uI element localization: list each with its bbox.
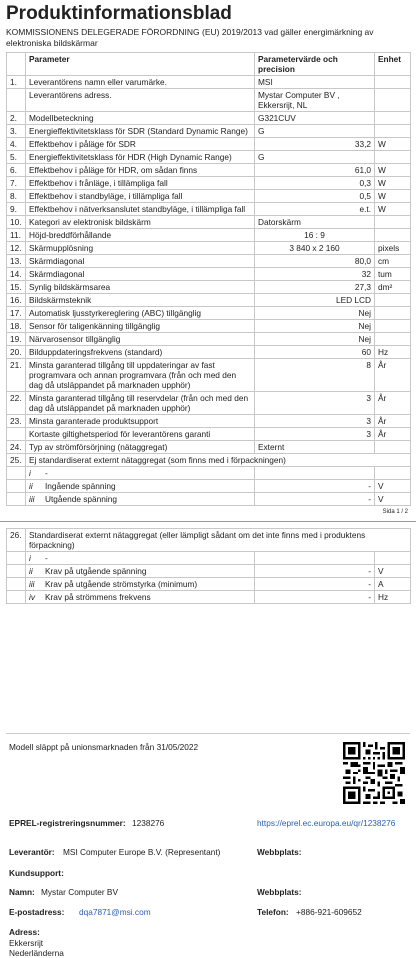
- table-row: [7, 441, 411, 454]
- subrow-value: -: [255, 591, 375, 604]
- product-info-table: [6, 52, 411, 506]
- row-number: 26.: [7, 529, 26, 552]
- row-parameter: Bilduppdateringsfrekvens (standard): [26, 346, 255, 359]
- supplier-label: Leverantör:: [9, 847, 55, 857]
- page-number: Sida 1 / 2: [382, 509, 408, 515]
- row-value: Externt: [255, 441, 375, 454]
- table-row: [7, 203, 411, 216]
- col-unit: Enhet: [375, 53, 411, 76]
- row-value: 0,3: [255, 177, 375, 190]
- row-number: 19.: [7, 333, 26, 346]
- name-label: Namn:: [9, 887, 35, 897]
- empty-cell: [7, 480, 26, 493]
- empty-cell: [7, 591, 26, 604]
- row-number: 22.: [7, 392, 26, 415]
- row-value: 32: [255, 268, 375, 281]
- row-parameter: Ej standardiserat externt nätaggregat (som finns med i förpackningen): [26, 454, 411, 467]
- row-unit: cm: [375, 255, 411, 268]
- website-label-support: Webbplats:: [257, 887, 302, 897]
- row-number: 12.: [7, 242, 26, 255]
- subrow-parameter: [26, 591, 255, 604]
- row-unit: W: [375, 203, 411, 216]
- table-row: [7, 281, 411, 294]
- row-value: Nej: [255, 333, 375, 346]
- row-parameter: Skärmdiagonal: [26, 255, 255, 268]
- row-value: Mystar Computer BV , Ekkersrijt, NL: [255, 89, 375, 112]
- subrow-index: i: [29, 553, 31, 563]
- row-value: 0,5: [255, 190, 375, 203]
- email-link[interactable]: dqa7871@msi.com: [79, 907, 151, 917]
- table-row: [7, 346, 411, 359]
- address-line-2: Nederländerna: [9, 948, 64, 958]
- row-parameter: Effektbehov i standbyläge, i tillämpliga fall: [26, 190, 255, 203]
- row-number: [7, 428, 26, 441]
- row-number: 2.: [7, 112, 26, 125]
- row-value: 3 840 x 2 160: [255, 242, 375, 255]
- empty-cell: [7, 565, 26, 578]
- row-number: 20.: [7, 346, 26, 359]
- row-value: 8: [255, 359, 375, 392]
- subrow-label: Krav på utgående strömstyrka (minimum): [45, 579, 198, 589]
- table-row: [7, 415, 411, 428]
- supplier-value: MSI Computer Europe B.V. (Representant): [63, 847, 221, 857]
- row-unit: [375, 294, 411, 307]
- row-unit: [375, 125, 411, 138]
- row-number: 6.: [7, 164, 26, 177]
- row-value: 3: [255, 392, 375, 415]
- row-number: 8.: [7, 190, 26, 203]
- row-unit: dm²: [375, 281, 411, 294]
- table-row: [7, 255, 411, 268]
- table-subrow: [7, 565, 411, 578]
- row-value: G: [255, 151, 375, 164]
- page-divider: [0, 521, 416, 522]
- row-unit: Hz: [375, 346, 411, 359]
- row-parameter: Effektbehov i nätverksanslutet standbyläge, i tillämpliga fall: [26, 203, 255, 216]
- row-value: 16 : 9: [255, 229, 375, 242]
- row-number: 14.: [7, 268, 26, 281]
- row-unit: W: [375, 164, 411, 177]
- subrow-unit: V: [375, 565, 411, 578]
- subrow-value: -: [255, 578, 375, 591]
- website-label-supplier: Webbplats:: [257, 847, 302, 857]
- table-row: [7, 177, 411, 190]
- product-info-table-2: [6, 528, 411, 604]
- subrow-value: [255, 467, 375, 480]
- row-parameter: Minsta garanterad tillgång till uppdateringar av fast programvara och annan programvara (från och med den dag då utsläppandet på marknaden upphör): [26, 359, 255, 392]
- row-parameter: Skärmupplösning: [26, 242, 255, 255]
- table-row: [7, 125, 411, 138]
- row-parameter: Standardiserat externt nätaggregat (eller lämpligt sådant om det inte finns med i produktens förpackning): [26, 529, 411, 552]
- row-number: 3.: [7, 125, 26, 138]
- row-unit: pixels: [375, 242, 411, 255]
- table-row: [7, 454, 411, 467]
- row-value: 60: [255, 346, 375, 359]
- customer-support-label: Kundsupport:: [9, 868, 64, 878]
- row-parameter: Närvarosensor tillgänglig: [26, 333, 255, 346]
- row-number: 23.: [7, 415, 26, 428]
- table-row: [7, 294, 411, 307]
- row-unit: W: [375, 138, 411, 151]
- table-subrow: [7, 552, 411, 565]
- row-parameter: Kortaste giltighetsperiod för leverantörens garanti: [26, 428, 255, 441]
- row-unit: [375, 320, 411, 333]
- row-parameter: Typ av strömförsörjning (nätaggregat): [26, 441, 255, 454]
- row-number: 5.: [7, 151, 26, 164]
- col-parameter: Parameter: [26, 53, 255, 76]
- row-unit: [375, 333, 411, 346]
- subrow-unit: [375, 467, 411, 480]
- address-line-1: Ekkersrijt: [9, 938, 44, 948]
- row-number: 16.: [7, 294, 26, 307]
- table-row: [7, 89, 411, 112]
- subrow-parameter: [26, 480, 255, 493]
- subrow-parameter: [26, 552, 255, 565]
- empty-cell: [7, 493, 26, 506]
- subrow-index: i: [29, 468, 31, 478]
- row-number: 17.: [7, 307, 26, 320]
- subrow-label: Krav på strömmens frekvens: [45, 592, 151, 602]
- row-value: LED LCD: [255, 294, 375, 307]
- row-parameter: Automatisk ljusstyrkereglering (ABC) tillgänglig: [26, 307, 255, 320]
- table-row: [7, 76, 411, 89]
- row-unit: [375, 229, 411, 242]
- name-value: Mystar Computer BV: [41, 887, 118, 897]
- table-row: [7, 359, 411, 392]
- phone-label: Telefon:: [257, 907, 289, 917]
- subrow-value: -: [255, 565, 375, 578]
- page-title: Produktinformationsblad: [6, 3, 232, 24]
- row-unit: År: [375, 392, 411, 415]
- subrow-parameter: [26, 493, 255, 506]
- row-parameter: Energieffektivitetsklass för HDR (High Dynamic Range): [26, 151, 255, 164]
- row-number: 25.: [7, 454, 26, 467]
- row-parameter: Minsta garanterad tillgång till reservdelar (från och med den dag då utsläppandet på marknaden upphör): [26, 392, 255, 415]
- row-number: 9.: [7, 203, 26, 216]
- row-unit: [375, 76, 411, 89]
- row-value: 80,0: [255, 255, 375, 268]
- subrow-unit: V: [375, 480, 411, 493]
- table-subrow: [7, 480, 411, 493]
- table-row: [7, 151, 411, 164]
- row-unit: År: [375, 428, 411, 441]
- address-label: Adress:: [9, 927, 40, 937]
- table-subrow: [7, 578, 411, 591]
- subrow-value: -: [255, 493, 375, 506]
- table-subrow: [7, 493, 411, 506]
- row-number: 13.: [7, 255, 26, 268]
- subrow-label: -: [45, 553, 48, 563]
- table-row: [7, 242, 411, 255]
- table-row: [7, 268, 411, 281]
- row-unit: [375, 151, 411, 164]
- table-row: [7, 112, 411, 125]
- row-unit: [375, 441, 411, 454]
- row-value: 27,3: [255, 281, 375, 294]
- row-value: G: [255, 125, 375, 138]
- row-parameter: Minsta garanterade produktsupport: [26, 415, 255, 428]
- empty-cell: [7, 578, 26, 591]
- subrow-label: Utgående spänning: [45, 494, 117, 504]
- table-row: [7, 164, 411, 177]
- subrow-index: ii: [29, 566, 33, 576]
- subrow-unit: V: [375, 493, 411, 506]
- table-row: [7, 216, 411, 229]
- row-unit: W: [375, 190, 411, 203]
- table-subrow: [7, 467, 411, 480]
- table-header-row: [7, 53, 411, 76]
- eprel-label: EPREL-registreringsnummer:: [9, 818, 126, 828]
- row-number: 11.: [7, 229, 26, 242]
- row-number: [7, 89, 26, 112]
- qr-code-icon: [343, 742, 405, 804]
- row-parameter: Bildskärmsteknik: [26, 294, 255, 307]
- row-parameter: Effektbehov i påläge för SDR: [26, 138, 255, 151]
- subrow-value: -: [255, 480, 375, 493]
- row-unit: tum: [375, 268, 411, 281]
- subrow-unit: A: [375, 578, 411, 591]
- row-parameter: Energieffektivitetsklass för SDR (Standard Dynamic Range): [26, 125, 255, 138]
- regulation-subtitle: KOMMISSIONENS DELEGERADE FÖRORDNING (EU) 2019/2013 vad gäller energimärkning av elektroniska bildskärmar: [6, 27, 374, 48]
- table-row: [7, 529, 411, 552]
- phone-value: +886-921-609652: [296, 907, 362, 917]
- row-unit: År: [375, 415, 411, 428]
- row-value: 3: [255, 415, 375, 428]
- table-row: [7, 428, 411, 441]
- row-value: e.t.: [255, 203, 375, 216]
- row-value: 61,0: [255, 164, 375, 177]
- subrow-label: Ingående spänning: [45, 481, 116, 491]
- col-value: Parametervärde och precision: [255, 53, 375, 76]
- row-number: 21.: [7, 359, 26, 392]
- eprel-link[interactable]: https://eprel.ec.europa.eu/qr/1238276: [257, 818, 396, 828]
- table-row: [7, 333, 411, 346]
- row-unit: [375, 89, 411, 112]
- row-parameter: Synlig bildskärmsarea: [26, 281, 255, 294]
- subrow-index: iii: [29, 494, 35, 504]
- table-row: [7, 392, 411, 415]
- subrow-index: ii: [29, 481, 33, 491]
- release-date: Modell släppt på unionsmarknaden från 31/05/2022: [9, 742, 199, 752]
- row-parameter: Sensor för taligenkänning tillgänglig: [26, 320, 255, 333]
- empty-cell: [7, 552, 26, 565]
- empty-cell: [7, 467, 26, 480]
- row-parameter: Leverantörens namn eller varumärke.: [26, 76, 255, 89]
- row-value: Datorskärm: [255, 216, 375, 229]
- row-parameter: Leverantörens adress.: [26, 89, 255, 112]
- eprel-number: 1238276: [132, 818, 165, 828]
- row-unit: [375, 112, 411, 125]
- footer: [6, 733, 410, 958]
- row-value: 3: [255, 428, 375, 441]
- row-unit: År: [375, 359, 411, 392]
- row-unit: [375, 307, 411, 320]
- subrow-parameter: [26, 467, 255, 480]
- table-row: [7, 190, 411, 203]
- row-number: 18.: [7, 320, 26, 333]
- subrow-unit: [375, 552, 411, 565]
- row-parameter: Modellbeteckning: [26, 112, 255, 125]
- subrow-value: [255, 552, 375, 565]
- row-number: 15.: [7, 281, 26, 294]
- subrow-label: Krav på utgående spänning: [45, 566, 147, 576]
- row-number: 10.: [7, 216, 26, 229]
- row-parameter: Kategori av elektronisk bildskärm: [26, 216, 255, 229]
- table-row: [7, 229, 411, 242]
- subrow-parameter: [26, 565, 255, 578]
- row-parameter: Effektbehov i påläge för HDR, om sådan finns: [26, 164, 255, 177]
- row-parameter: Höjd-breddförhållande: [26, 229, 255, 242]
- row-value: Nej: [255, 307, 375, 320]
- subrow-unit: Hz: [375, 591, 411, 604]
- subrow-parameter: [26, 578, 255, 591]
- row-unit: [375, 216, 411, 229]
- email-label: E-postadress:: [9, 907, 65, 917]
- table-row: [7, 320, 411, 333]
- row-number: 24.: [7, 441, 26, 454]
- row-value: G321CUV: [255, 112, 375, 125]
- row-number: 4.: [7, 138, 26, 151]
- row-parameter: Effektbehov i frånläge, i tillämpliga fall: [26, 177, 255, 190]
- table-row: [7, 307, 411, 320]
- subrow-index: iv: [29, 592, 35, 602]
- row-value: Nej: [255, 320, 375, 333]
- row-number: 1.: [7, 76, 26, 89]
- row-number: 7.: [7, 177, 26, 190]
- row-parameter: Skärmdiagonal: [26, 268, 255, 281]
- row-unit: W: [375, 177, 411, 190]
- subrow-label: -: [45, 468, 48, 478]
- row-value: MSI: [255, 76, 375, 89]
- table-row: [7, 138, 411, 151]
- row-value: 33,2: [255, 138, 375, 151]
- subrow-index: iii: [29, 579, 35, 589]
- table-subrow: [7, 591, 411, 604]
